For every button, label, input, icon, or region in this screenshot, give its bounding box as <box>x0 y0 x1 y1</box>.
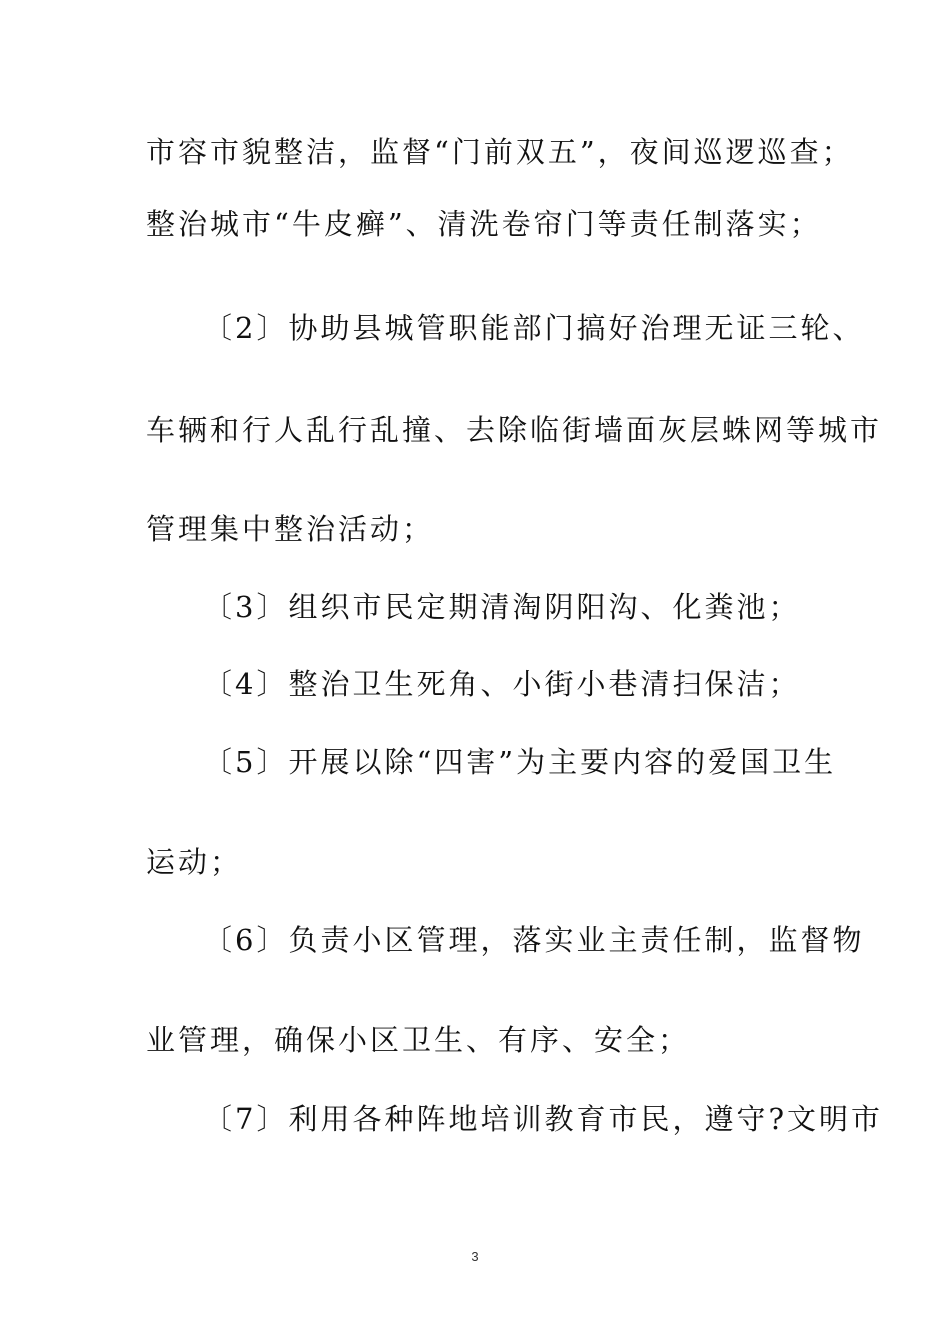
text-line-11: 业管理，确保小区卫生、有序、安全； <box>146 1023 691 1057</box>
text-line-2: 整治城市“牛皮癣”、清洗卷帘门等责任制落实； <box>146 207 822 241</box>
text-line-1: 市容市貌整洁，监督“门前双五”，夜间巡逻巡查； <box>146 135 854 169</box>
text-line-12: 〔7〕利用各种阵地培训教育市民，遵守?文明市 <box>203 1102 883 1136</box>
page-number: 3 <box>471 1249 479 1264</box>
text-line-10: 〔6〕负责小区管理，落实业主责任制，监督物 <box>203 923 865 957</box>
text-line-9: 运动； <box>146 845 243 879</box>
text-line-4: 车辆和行人乱行乱撞、去除临街墙面灰层蛛网等城市 <box>146 413 883 447</box>
text-line-8: 〔5〕开展以除“四害”为主要内容的爱国卫生 <box>203 745 837 779</box>
text-line-5: 管理集中整治活动； <box>146 512 435 546</box>
text-line-3: 〔2〕协助县城管职能部门搞好治理无证三轮、 <box>203 311 865 345</box>
text-line-7: 〔4〕整治卫生死角、小街小巷清扫保洁； <box>203 667 801 701</box>
text-line-6: 〔3〕组织市民定期清淘阴阳沟、化粪池； <box>203 590 801 624</box>
